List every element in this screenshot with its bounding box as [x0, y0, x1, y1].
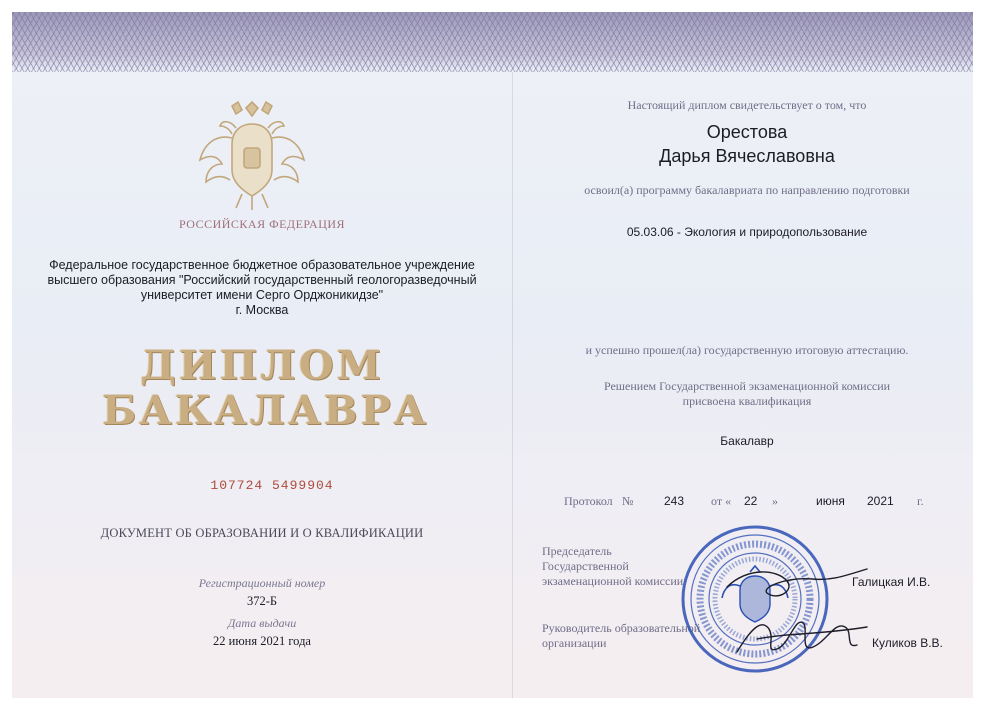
- protocol-day-close-quote: »: [772, 494, 778, 508]
- graduate-surname: Орестова: [706, 122, 788, 142]
- diploma-sheet: [12, 12, 973, 698]
- page-fold: [512, 72, 513, 698]
- protocol-label: Протокол: [564, 494, 613, 508]
- document-type: ДОКУМЕНТ ОБ ОБРАЗОВАНИИ И О КВАЛИФИКАЦИИ: [100, 526, 424, 540]
- head-title-line: Руководитель образовательной: [542, 621, 701, 635]
- passed-attestation-text: и успешно прошел(ла) государственную итоговую аттестацию.: [585, 343, 909, 357]
- protocol-month: июня: [816, 494, 845, 508]
- institution-line: университет имени Серго Орджоникидзе": [140, 288, 384, 302]
- protocol-from-label: от «: [711, 494, 732, 508]
- protocol-day: 22: [744, 494, 758, 508]
- institution-line: высшего образования "Российский государственный геологоразведочный: [47, 273, 477, 287]
- institution-city: г. Москва: [235, 303, 289, 317]
- head-title-line: организации: [542, 636, 607, 650]
- commission-decision-text: [532, 379, 962, 409]
- decision-line: присвоена квалификация: [682, 394, 812, 408]
- guilloche-border: [12, 12, 973, 72]
- handwritten-signature: [717, 557, 877, 667]
- program-name: 05.03.06 - Экология и природопользование: [626, 225, 868, 239]
- issue-date: 22 июня 2021 года: [213, 634, 311, 648]
- qualification: Бакалавр: [720, 434, 774, 448]
- country-name: РОССИЙСКАЯ ФЕДЕРАЦИЯ: [178, 217, 346, 231]
- registration-number: 372-Б: [246, 594, 278, 608]
- protocol-year: 2021: [867, 494, 894, 508]
- graduate-given-names: Дарья Вячеславовна: [659, 146, 835, 166]
- double-headed-eagle-icon: [192, 94, 312, 214]
- protocol-number-sign: №: [622, 494, 634, 508]
- registration-number-label: Регистрационный номер: [198, 576, 326, 590]
- institution-name: [42, 258, 482, 318]
- mastered-program-text: освоил(а) программу бакалавриата по направлению подготовки: [584, 183, 910, 197]
- diploma-title-line-2: БАКАЛАВРА: [102, 387, 430, 434]
- serial-number: 107724 5499904: [210, 478, 334, 493]
- issue-date-label: Дата выдачи: [227, 616, 297, 630]
- institution-line: Федеральное государственное бюджетное образовательное учреждение: [49, 258, 475, 272]
- diploma-title-line-1: ДИПЛОМ: [140, 342, 384, 389]
- protocol-number: 243: [664, 494, 685, 508]
- chair-title-line: экзаменационной комиссии: [542, 574, 684, 588]
- protocol-year-suffix: г.: [917, 494, 924, 508]
- chair-title-line: Председатель: [542, 544, 612, 558]
- chair-title-line: Государственной: [542, 559, 629, 573]
- certifies-text: Настоящий диплом свидетельствует о том, что: [627, 98, 867, 112]
- decision-line: Решением Государственной экзаменационной комиссии: [603, 379, 891, 393]
- commission-chair-name: Галицкая И.В.: [852, 575, 931, 589]
- organization-head-name: Куликов В.В.: [872, 636, 943, 650]
